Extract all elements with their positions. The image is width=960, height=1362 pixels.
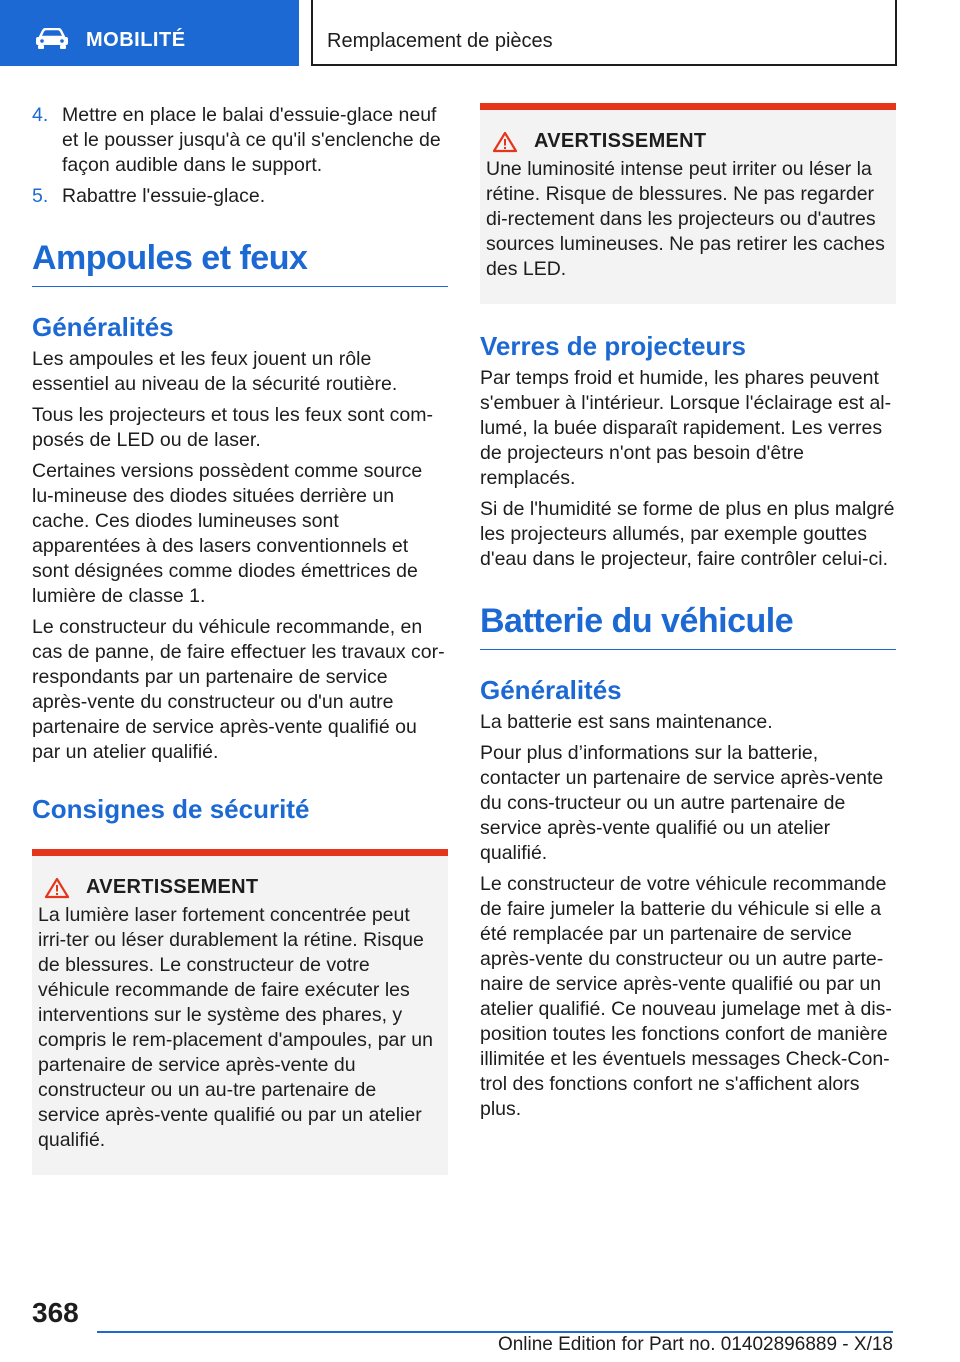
warning-triangle-icon xyxy=(492,131,518,153)
right-column xyxy=(480,103,896,1128)
footer-divider xyxy=(97,1331,893,1333)
step-number: 4. xyxy=(32,104,49,126)
warning-text: Une luminosité intense peut irriter ou léser la rétine. Risque de blessures. Ne pas regarder di-rectement dans les projecteurs ou d'autres sources lumineuses. Ne pas retirer les caches des LED. xyxy=(486,158,885,280)
warning-title: AVERTISSEMENT xyxy=(86,876,259,898)
paragraph: Si de l'humidité se forme de plus en plus malgré les projecteurs allumés, par exemple gouttes d'eau dans le projecteur, faire contrôler celui-ci. xyxy=(480,498,895,570)
paragraph: Le constructeur de votre véhicule recommande de faire jumeler la batterie du véhicule si elle a été remplacée par un partenaire de service après-vente du constructeur ou un autre parte-naire de service après-vente qualifié ou par un atelier qualifié. Ce nouveau jumelage met à dis-position toutes les fonctions confort de manière illimitée et les éventuels messages Check-Con-trol des fonctions confort ne s'affichent alors plus. xyxy=(480,873,892,1120)
paragraph: Le constructeur du véhicule recommande, en cas de panne, de faire effectuer les travaux cor-respondants par un partenaire de service après-vente du constructeur ou d'un autre partenaire de service après-vente qualifié ou par un atelier qualifié. xyxy=(32,616,445,763)
step-item xyxy=(32,184,448,209)
subheading-consignes: Consignes de sécurité xyxy=(32,794,310,824)
step-item xyxy=(32,103,448,178)
warning-text: La lumière laser fortement concentrée peut irri-ter ou léser durablement la rétine. Risque de blessures. Le constructeur de votre véhicule recommande de faire exécuter les interventions sur le système des phares, y compris le rem-placement d'ampoules, par un partenaire de service après-vente du constructeur ou un au-tre partenaire de service après-vente qualifié ou par un atelier qualifié. xyxy=(38,904,433,1151)
subheading-generalites: Généralités xyxy=(480,675,622,705)
warning-box xyxy=(480,103,896,304)
step-text: Mettre en place le balai d'essuie-glace neuf et le pousser jusqu'à ce qu'il s'enclenche de façon audible dans le support. xyxy=(62,104,441,176)
paragraph: Certaines versions possèdent comme source lu-mineuse des diodes situées derrière un cache. Ces diodes lumineuses sont apparentées à des lasers conventionnels et sont désignées comme diodes émettrices de lumière de classe 1. xyxy=(32,460,423,607)
warning-header xyxy=(486,130,890,153)
warning-header xyxy=(38,876,442,899)
warning-box xyxy=(32,849,448,1175)
car-icon xyxy=(34,28,70,50)
step-list xyxy=(32,103,448,209)
section-heading-ampoules: Ampoules et feux xyxy=(32,239,448,287)
paragraph: Par temps froid et humide, les phares peuvent s'embuer à l'intérieur. Lorsque l'éclairage est al-lumé, la buée disparaît rapidement. Les verres de projecteurs n'ont pas besoin d'être remplacés. xyxy=(480,367,892,489)
warning-title: AVERTISSEMENT xyxy=(534,130,707,152)
page-number: 368 xyxy=(32,1297,79,1328)
paragraph: La batterie est sans maintenance. xyxy=(480,711,773,733)
chapter-title: Remplacement de pièces xyxy=(327,30,553,52)
step-number: 5. xyxy=(32,185,49,207)
chapter-header xyxy=(311,0,897,66)
section-heading-batterie: Batterie du véhicule xyxy=(480,602,896,650)
paragraph: Pour plus d’informations sur la batterie, contacter un partenaire de service après-vente du cons-tructeur ou un autre partenaire de service après-vente qualifié ou un atelier qualifié. xyxy=(480,742,884,864)
paragraph: Tous les projecteurs et tous les feux sont com-posés de LED ou de laser. xyxy=(32,404,434,451)
step-text: Rabattre l'essuie-glace. xyxy=(62,185,266,207)
edition-text: Online Edition for Part no. 01402896889 - X/18 xyxy=(497,1334,893,1355)
paragraph: Les ampoules et les feux jouent un rôle essentiel au niveau de la sécurité routière. xyxy=(32,348,398,395)
subheading-generalites: Généralités xyxy=(32,312,174,342)
section-label: MOBILITÉ xyxy=(86,29,186,51)
left-column xyxy=(32,103,448,1175)
warning-triangle-icon xyxy=(44,877,70,899)
subheading-verres: Verres de projecteurs xyxy=(480,331,746,361)
section-tab[interactable] xyxy=(0,0,299,66)
